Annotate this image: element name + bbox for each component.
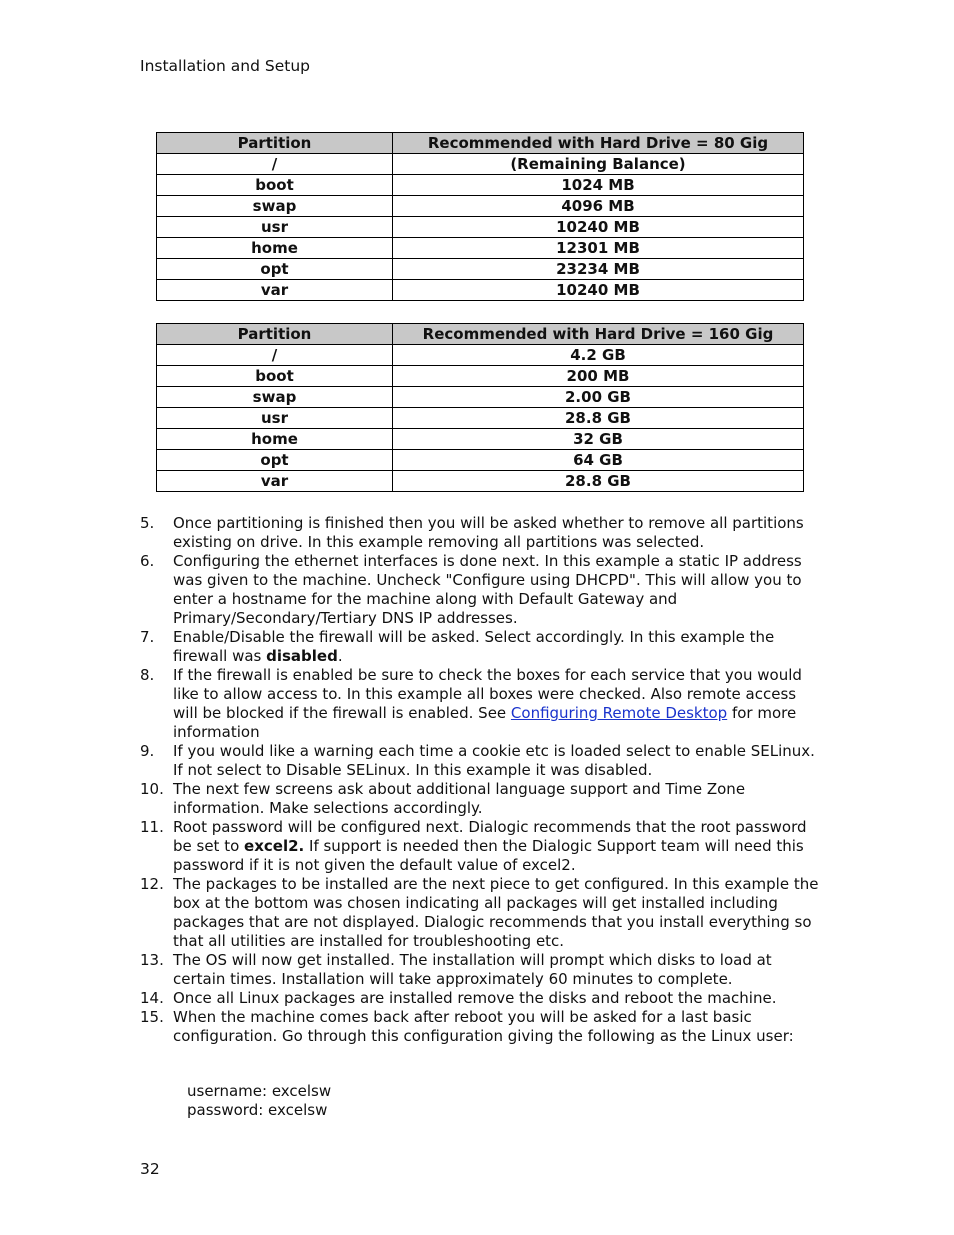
text-segment: Root password will be configured next. Dialogic recommends that the root password be set to bbox=[173, 818, 807, 855]
table-row bbox=[157, 408, 804, 429]
text-segment: Once all Linux packages are installed remove the disks and reboot the machine. bbox=[173, 989, 777, 1007]
size-cell: 64 GB bbox=[393, 450, 804, 471]
text-segment: The next few screens ask about additional language support and Time Zone information. Make selections accordingly. bbox=[173, 780, 746, 817]
text-segment: Once partitioning is finished then you will be asked whether to remove all partitions existing on drive. In this example removing all partitions was selected. bbox=[173, 514, 804, 551]
list-item bbox=[140, 875, 820, 951]
page-number: 32 bbox=[140, 1160, 160, 1178]
list-item-text bbox=[173, 951, 820, 989]
table-row bbox=[157, 175, 804, 196]
list-item bbox=[140, 628, 820, 666]
list-item bbox=[140, 666, 820, 742]
list-item-text bbox=[173, 875, 820, 951]
list-item-number: 15. bbox=[140, 1008, 164, 1026]
table-row bbox=[157, 259, 804, 280]
table-row bbox=[157, 280, 804, 301]
table-row bbox=[157, 450, 804, 471]
list-item-number: 9. bbox=[140, 742, 155, 760]
list-item-number: 13. bbox=[140, 951, 164, 969]
configuring-remote-desktop-link[interactable]: Configuring Remote Desktop bbox=[510, 704, 728, 722]
partition-cell: / bbox=[157, 345, 393, 366]
partition-table-160gig bbox=[156, 323, 804, 492]
text-segment: for more information bbox=[173, 704, 797, 741]
text-segment: . bbox=[337, 647, 343, 665]
table-row bbox=[157, 429, 804, 450]
size-cell: 200 MB bbox=[393, 366, 804, 387]
table-row bbox=[157, 366, 804, 387]
list-item-text bbox=[173, 1008, 820, 1046]
list-item-number: 14. bbox=[140, 989, 164, 1007]
list-item-number: 10. bbox=[140, 780, 164, 798]
column-header-partition: Partition bbox=[157, 133, 393, 154]
size-cell: 28.8 GB bbox=[393, 471, 804, 492]
installation-steps-list bbox=[140, 514, 820, 1046]
partition-cell: var bbox=[157, 280, 393, 301]
table-header-row bbox=[157, 324, 804, 345]
text-segment: The OS will now get installed. The installation will prompt which disks to load at certain times. Installation will take approximately 60 minutes to complete. bbox=[173, 951, 772, 988]
size-cell: 4.2 GB bbox=[393, 345, 804, 366]
list-item bbox=[140, 989, 820, 1008]
bold-text: disabled bbox=[266, 647, 338, 665]
table-row bbox=[157, 154, 804, 175]
username-line: username: excelsw bbox=[187, 1082, 332, 1100]
table-row bbox=[157, 238, 804, 259]
partition-cell: swap bbox=[157, 387, 393, 408]
list-item-number: 11. bbox=[140, 818, 164, 836]
list-item-text bbox=[173, 514, 820, 552]
partition-cell: swap bbox=[157, 196, 393, 217]
column-header-recommended: Recommended with Hard Drive = 160 Gig bbox=[393, 324, 804, 345]
text-segment: Configuring the ethernet interfaces is done next. In this example a static IP address was given to the machine. Uncheck "Configure using DHCPD". This will allow you to enter a hostname for the machine along with Default Gateway and Primary/Secondary/Tertiary DNS IP addresses. bbox=[173, 552, 802, 627]
text-segment: If the firewall is enabled be sure to check the boxes for each service that you would like to allow access to. In this example all boxes were checked. Also remote access will be blocked if the firewall is enabled. See bbox=[173, 666, 802, 722]
text-segment: When the machine comes back after reboot you will be asked for a last basic configuration. Go through this configuration giving the following as the Linux user: bbox=[173, 1008, 794, 1045]
list-item bbox=[140, 1008, 820, 1046]
password-line: password: excelsw bbox=[187, 1101, 328, 1119]
size-cell: 4096 MB bbox=[393, 196, 804, 217]
partition-cell: usr bbox=[157, 408, 393, 429]
size-cell: 28.8 GB bbox=[393, 408, 804, 429]
table-row bbox=[157, 217, 804, 238]
size-cell: 12301 MB bbox=[393, 238, 804, 259]
list-item-number: 7. bbox=[140, 628, 155, 646]
partition-cell: var bbox=[157, 471, 393, 492]
list-item-text bbox=[173, 552, 820, 628]
bold-text: excel2. bbox=[244, 837, 305, 855]
size-cell: 32 GB bbox=[393, 429, 804, 450]
text-segment: Enable/Disable the firewall will be asked. Select accordingly. In this example the firewall was bbox=[173, 628, 775, 665]
linux-user-credentials bbox=[187, 1082, 331, 1120]
table-row bbox=[157, 387, 804, 408]
size-cell: (Remaining Balance) bbox=[393, 154, 804, 175]
text-segment: The packages to be installed are the next piece to get configured. In this example the box at the bottom was chosen indicating all packages will get installed including packages that are not displayed. Dialogic recommends that you install everything so that all utilities are installed for troubleshooting etc. bbox=[173, 875, 819, 950]
page-header: Installation and Setup bbox=[140, 57, 310, 75]
partition-cell: opt bbox=[157, 259, 393, 280]
list-item bbox=[140, 514, 820, 552]
text-segment: If support is needed then the Dialogic Support team will need this password if it is not given the default value of excel2. bbox=[173, 837, 804, 874]
list-item-text bbox=[173, 742, 820, 780]
size-cell: 23234 MB bbox=[393, 259, 804, 280]
partition-cell: boot bbox=[157, 366, 393, 387]
table-header-row bbox=[157, 133, 804, 154]
partition-cell: home bbox=[157, 429, 393, 450]
list-item bbox=[140, 951, 820, 989]
list-item-number: 5. bbox=[140, 514, 155, 532]
list-item-number: 12. bbox=[140, 875, 164, 893]
list-item-text bbox=[173, 989, 820, 1008]
list-item bbox=[140, 552, 820, 628]
list-item bbox=[140, 818, 820, 875]
partition-table-80gig bbox=[156, 132, 804, 301]
list-item bbox=[140, 742, 820, 780]
partition-cell: opt bbox=[157, 450, 393, 471]
table-row bbox=[157, 471, 804, 492]
list-item-text bbox=[173, 666, 820, 742]
size-cell: 10240 MB bbox=[393, 280, 804, 301]
list-item-number: 8. bbox=[140, 666, 155, 684]
table-row bbox=[157, 345, 804, 366]
partition-cell: boot bbox=[157, 175, 393, 196]
column-header-recommended: Recommended with Hard Drive = 80 Gig bbox=[393, 133, 804, 154]
list-item-number: 6. bbox=[140, 552, 155, 570]
size-cell: 2.00 GB bbox=[393, 387, 804, 408]
text-segment: If you would like a warning each time a cookie etc is loaded select to enable SELinux. If not select to Disable SELinux. In this example it was disabled. bbox=[173, 742, 815, 779]
partition-cell: usr bbox=[157, 217, 393, 238]
size-cell: 10240 MB bbox=[393, 217, 804, 238]
partition-cell: home bbox=[157, 238, 393, 259]
size-cell: 1024 MB bbox=[393, 175, 804, 196]
list-item-text bbox=[173, 818, 820, 875]
list-item-text bbox=[173, 780, 820, 818]
column-header-partition: Partition bbox=[157, 324, 393, 345]
list-item bbox=[140, 780, 820, 818]
table-row bbox=[157, 196, 804, 217]
list-item-text bbox=[173, 628, 820, 666]
partition-cell: / bbox=[157, 154, 393, 175]
